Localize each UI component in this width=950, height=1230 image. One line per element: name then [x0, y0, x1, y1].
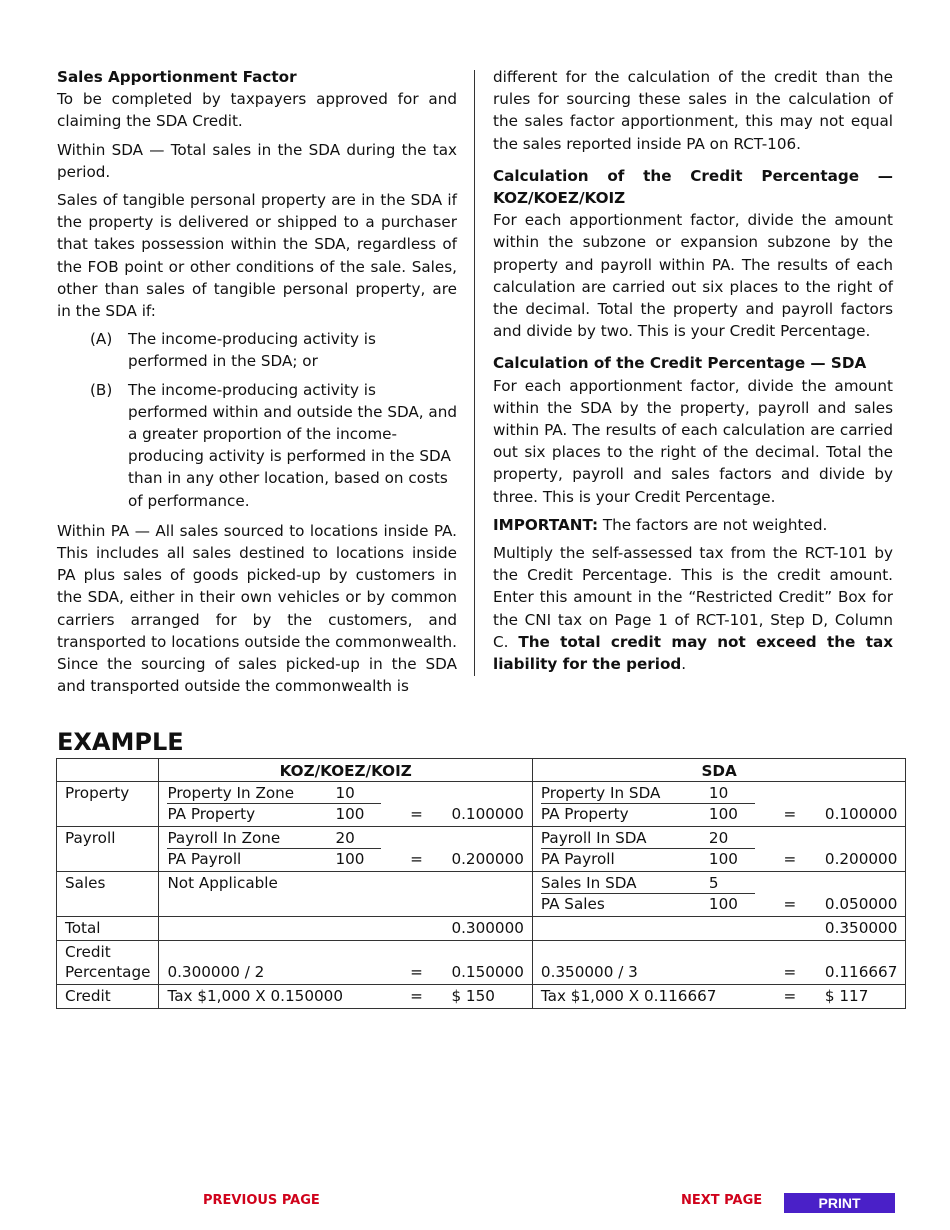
header-koz: KOZ/KOEZ/KOIZ — [159, 759, 532, 782]
header-blank — [57, 759, 159, 782]
credit-sda-cell — [532, 985, 905, 1009]
denominator-value: 100 — [708, 805, 738, 823]
denominator-value: 100 — [335, 850, 365, 868]
numerator-value: 20 — [709, 828, 755, 849]
paragraph: Within PA — All sales sourced to locations inside PA. This includes all sales destined to locations inside PA plus sales of goods picked-up by customers in the SDA, either in their own vehicles or by common carriers arranged for by the customers, and transported to locations outside the commonwealth. Since the sourcing of sales picked-up in the SDA and transported outside the commonwealth is — [57, 521, 457, 696]
important-label: IMPORTANT: — [493, 515, 599, 534]
expression: 0.350000 / 3 — [540, 963, 638, 981]
numerator-value: 10 — [709, 783, 755, 804]
result-value: 0.200000 — [824, 850, 898, 868]
equals-sign: = — [783, 895, 797, 913]
equals-sign: = — [783, 805, 797, 823]
print-button[interactable]: PRINT — [784, 1193, 895, 1213]
paragraph: different for the calculation of the credit than the rules for sourcing these sales in the calculation of the sales factor apportionment, this may not equal the sales reported inside PA on RCT-106. — [493, 68, 893, 153]
equals-sign: = — [410, 987, 423, 1005]
equals-sign: = — [783, 987, 797, 1005]
important-text: The factors are not weighted. — [598, 515, 828, 534]
conditions-list — [57, 328, 457, 512]
sales-koz-cell: Not Applicable — [159, 872, 532, 917]
koz-credit-heading: Calculation of the Credit Percentage — KOZ/KOEZ/KOIZ — [493, 166, 893, 208]
equals-sign: = — [410, 963, 423, 981]
row-label-line: Percentage — [65, 963, 151, 981]
result-value: 0.150000 — [451, 963, 524, 981]
row-label-payroll: Payroll — [57, 827, 159, 872]
right-column — [493, 66, 893, 681]
list-item-label: (B) — [90, 380, 113, 399]
sda-credit-heading: Calculation of the Credit Percentage — SDA — [493, 354, 867, 373]
payroll-koz-cell — [159, 827, 532, 872]
left-column — [57, 66, 457, 703]
paragraph: Sales of tangible personal property are in the SDA if the property is delivered or shipped to a purchaser that takes possession within the SDA, regardless of the FOB point or other conditions of the sale. Sales, other than sales of tangible personal property, are in the SDA if: — [57, 191, 457, 321]
denominator-label: PA Property — [167, 805, 256, 823]
credit-limit-note: The total credit may not exceed the tax liability for the period — [493, 632, 893, 674]
equals-sign: = — [410, 805, 423, 823]
table-row — [57, 872, 906, 917]
expression: 0.300000 / 2 — [167, 963, 265, 981]
previous-page-link[interactable]: PREVIOUS PAGE — [203, 1193, 320, 1208]
result-value: 0.116667 — [824, 963, 898, 981]
denominator-value: 100 — [335, 805, 365, 823]
result-value: 0.350000 — [824, 919, 898, 937]
paragraph: To be completed by taxpayers approved for and claiming the SDA Credit. — [57, 90, 457, 131]
result-value: 0.300000 — [451, 919, 524, 937]
result-value: 0.100000 — [824, 805, 898, 823]
credit-koz-cell — [159, 985, 532, 1009]
table-header-row — [57, 759, 906, 782]
next-page-link[interactable]: NEXT PAGE — [681, 1193, 763, 1208]
equals-sign: = — [783, 963, 797, 981]
credit-instructions: Multiply the self-assessed tax from the RCT-101 by the Credit Percentage. This is the credit amount. Enter this amount in the “Restricted Credit” Box for the CNI tax on Page 1 of RCT-101, Step D, Column C. — [493, 544, 893, 651]
row-label-credit-percentage — [57, 941, 159, 985]
result-value: 0.200000 — [451, 850, 524, 868]
denominator-label: PA Payroll — [540, 850, 615, 868]
result-value: $ 117 — [824, 987, 869, 1005]
list-item-label: (A) — [90, 330, 113, 349]
credit-pct-koz-cell — [159, 941, 532, 985]
denominator-value: 100 — [708, 895, 738, 913]
list-item-text: The income-producing activity is performed in the SDA; or — [128, 330, 376, 371]
result-value: 0.100000 — [451, 805, 524, 823]
row-label-credit: Credit — [57, 985, 159, 1009]
payroll-sda-cell — [532, 827, 905, 872]
header-sda: SDA — [532, 759, 905, 782]
row-label-line: Credit — [65, 943, 111, 961]
row-label-sales: Sales — [57, 872, 159, 917]
numerator-value: 5 — [709, 873, 755, 894]
sales-apportionment-heading: Sales Apportionment Factor — [57, 68, 297, 86]
paragraph — [493, 542, 893, 675]
numerator-label: Payroll In SDA — [541, 828, 709, 849]
property-sda-cell — [532, 782, 905, 827]
denominator-label: PA Property — [540, 805, 629, 823]
denominator-label: PA Payroll — [167, 850, 242, 868]
list-item-text: The income-producing activity is performed within and outside the SDA, and a greater proportion of the income-producing activity is performed in the SDA than in any other location, based on costs of performance. — [128, 380, 458, 510]
column-divider — [474, 70, 475, 676]
table-row — [57, 827, 906, 872]
total-sda-cell — [532, 917, 905, 941]
numerator-value: 20 — [335, 828, 381, 849]
row-label-property: Property — [57, 782, 159, 827]
list-item — [57, 328, 457, 372]
example-title: EXAMPLE — [57, 728, 184, 756]
total-koz-cell — [159, 917, 532, 941]
equals-sign: = — [410, 850, 423, 868]
expression: Tax $1,000 X 0.150000 — [167, 987, 343, 1005]
example-table — [56, 758, 906, 1009]
table-row — [57, 782, 906, 827]
row-label-total: Total — [57, 917, 159, 941]
numerator-label: Property In Zone — [167, 783, 335, 804]
result-value: $ 150 — [451, 987, 495, 1005]
numerator-label: Payroll In Zone — [167, 828, 335, 849]
table-row — [57, 917, 906, 941]
table-row — [57, 941, 906, 985]
important-note — [493, 514, 893, 536]
sales-sda-cell — [532, 872, 905, 917]
table-row — [57, 985, 906, 1009]
result-value: 0.050000 — [824, 895, 898, 913]
expression: Tax $1,000 X 0.116667 — [540, 987, 717, 1005]
credit-pct-sda-cell — [532, 941, 905, 985]
numerator-label: Sales In SDA — [541, 873, 709, 894]
paragraph: For each apportionment factor, divide the amount within the subzone or expansion subzone by the property and payroll within PA. The results of each calculation are carried out six places to the right of the decimal. Total the property and payroll factors and divide by two. This is your Credit Percentage. — [493, 211, 893, 341]
paragraph: For each apportionment factor, divide the amount within the SDA by the property, payroll and sales within PA. The results of each calculation are carried out six places to the right of the decimal. Total the property, payroll and sales factors and divide by three. This is your Credit Percentage. — [493, 376, 893, 506]
list-item — [57, 379, 457, 512]
denominator-label: PA Sales — [540, 895, 605, 913]
paragraph: Within SDA — Total sales in the SDA during the tax period. — [57, 140, 457, 181]
denominator-value: 100 — [708, 850, 738, 868]
property-koz-cell — [159, 782, 532, 827]
equals-sign: = — [783, 850, 797, 868]
numerator-value: 10 — [335, 783, 381, 804]
period-mark: . — [681, 655, 687, 674]
numerator-label: Property In SDA — [541, 783, 709, 804]
